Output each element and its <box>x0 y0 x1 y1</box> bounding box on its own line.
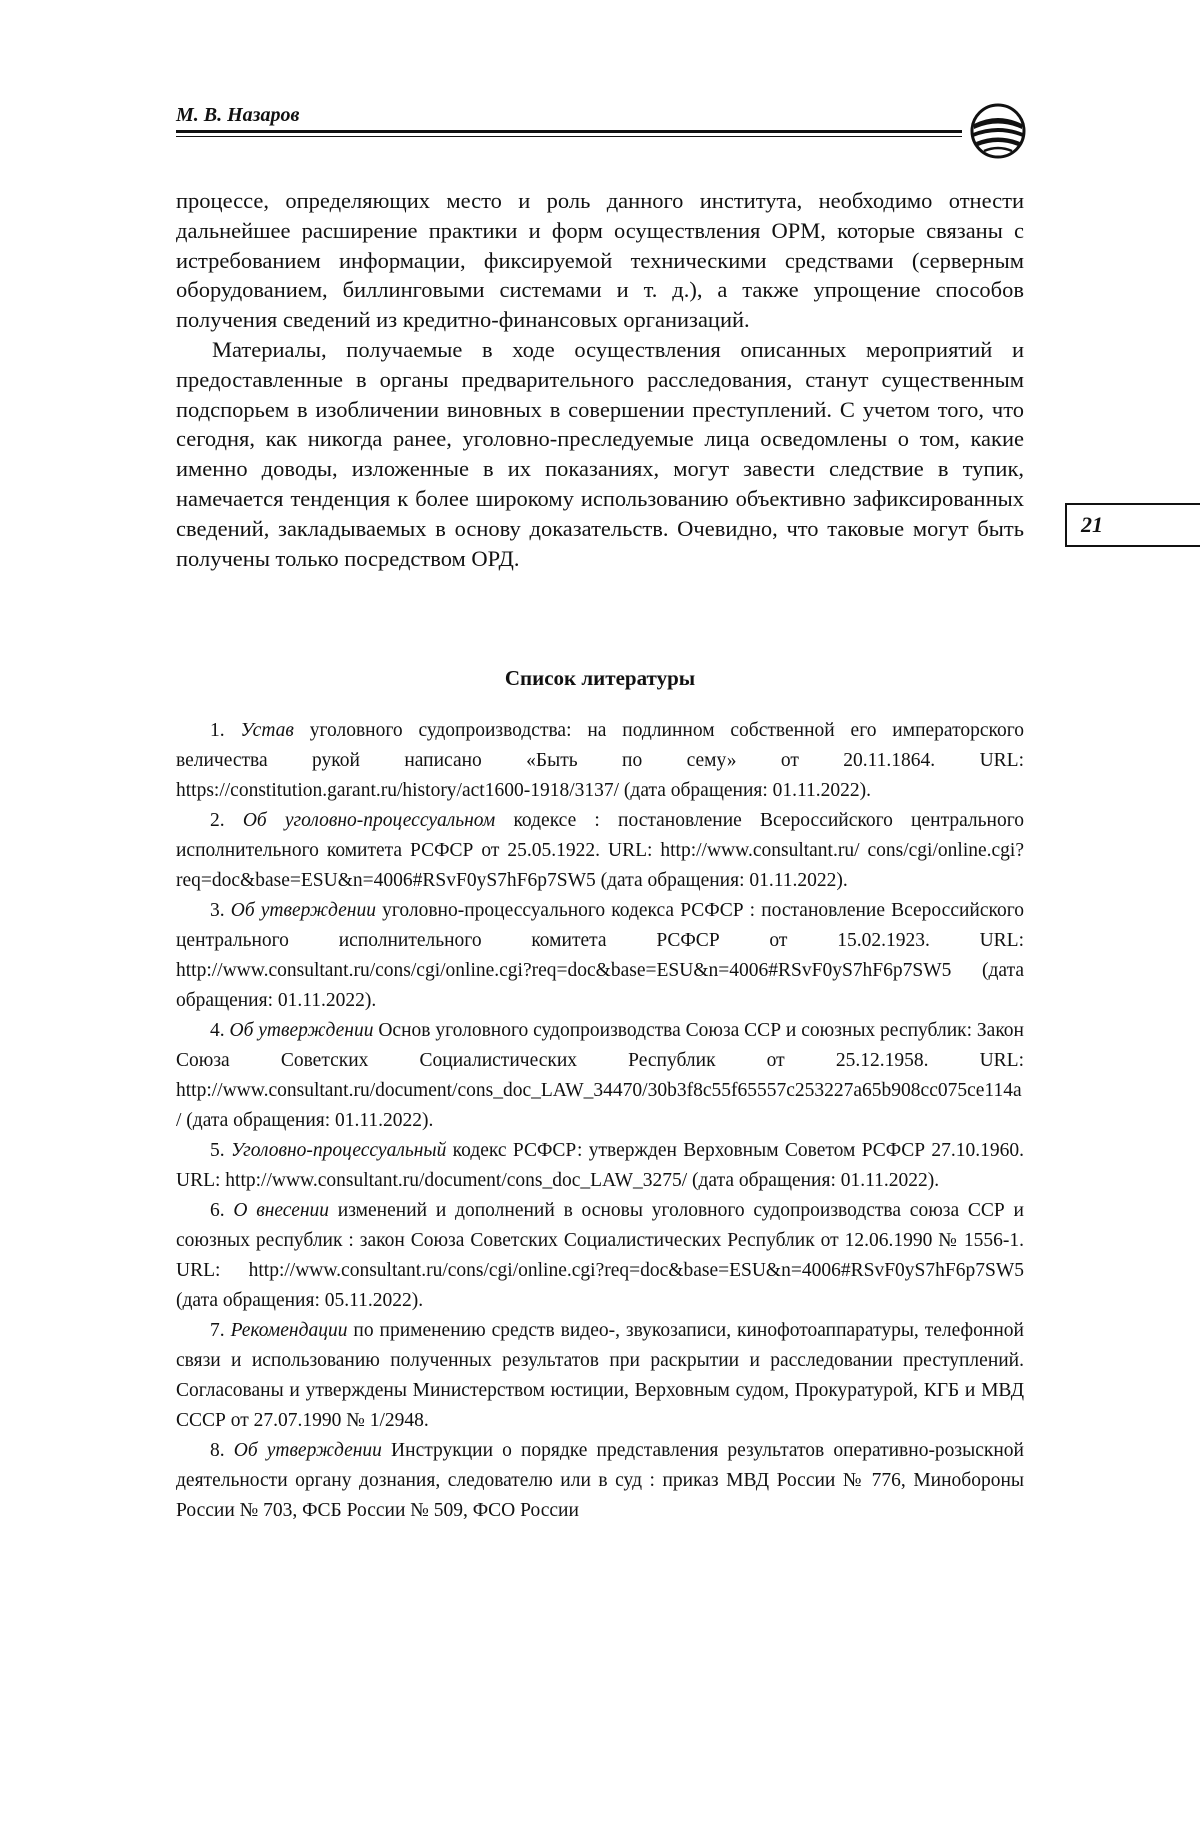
page-number-box <box>1065 503 1200 547</box>
reference-item <box>176 1316 1024 1436</box>
reference-lead: Уголовно-процессуальный <box>230 1140 447 1161</box>
reference-item <box>176 1436 1024 1526</box>
reference-lead: Об утверждении <box>229 1020 374 1041</box>
page-number: 21 <box>1081 512 1103 537</box>
reference-number: 1. <box>210 720 225 741</box>
reference-lead: Устав <box>240 720 294 741</box>
reference-lead: О внесении <box>233 1200 330 1221</box>
journal-logo-icon <box>968 102 1028 160</box>
reference-lead: Об уголовно-процессуальном <box>242 810 496 831</box>
reference-item <box>176 1196 1024 1316</box>
reference-number: 8. <box>210 1440 225 1461</box>
reference-text: изменений и дополнений в основы уголовного судопроизводства союза ССР и союзных республик : закон Союза Советских Социалистических Республик от 12.06.1990 № 1556-1. URL: http://www.consultant.ru/cons/cgi/online.cgi?req=doc&base=ESU&n=4006#RSvF0yS7hF6p7SW5 (дата обращения: 05.11.2022). <box>176 1200 1024 1311</box>
reference-number: 2. <box>210 810 225 831</box>
reference-item <box>176 806 1024 896</box>
header-rule-thick <box>176 130 962 133</box>
reference-lead: Рекомендации <box>230 1320 348 1341</box>
references-title: Список литературы <box>504 666 696 690</box>
references-list <box>176 716 1024 1526</box>
body-text <box>176 186 1024 573</box>
reference-lead: Об утверждении <box>233 1440 382 1461</box>
reference-text: уголовного судопроизводства: на подлинном собственной его императорского величества рукой написано «Быть по сему» от 20.11.1864. URL: https://constitution.garant.ru/history/act1600-1918/3137/ (дата обращения: 01.11.2022). <box>176 720 1024 801</box>
reference-text: кодексе : постановление Всероссийского центрального исполнительного комитета РСФСР от 25.05.1922. URL: http://www.consultant.ru/ cons/cgi/online.cgi?req=doc&base=ESU&n=4006#RSvF0yS7hF6p7SW5 (дата обращения: 01.11.2022). <box>176 810 1024 891</box>
reference-lead: Об утверждении <box>230 900 376 921</box>
page-header <box>176 100 1024 160</box>
body-paragraph: процессе, определяющих место и роль данного института, необходимо отнести дальнейшее расширение практики и форм осуществления ОРМ, которые связаны с истребованием информации, фиксируемой техническими средствами (серверным оборудованием, биллинговыми системами и т. д.), а также упрощение способов получения сведений из кредитно-финансовых организаций. <box>176 188 1024 333</box>
reference-item <box>176 1016 1024 1136</box>
reference-item <box>176 896 1024 1016</box>
reference-number: 5. <box>210 1140 225 1161</box>
reference-text: кодекс РСФСР: утвержден Верховным Советом РСФСР 27.10.1960. URL: http://www.consultant.ru/document/cons_doc_LAW_3275/ (дата обращения: 01.11.2022). <box>176 1140 1025 1191</box>
reference-number: 3. <box>210 900 225 921</box>
body-paragraph: Материалы, получаемые в ходе осуществления описанных мероприятий и предоставленные в органы предварительного расследования, станут существенным подспорьем в изобличении виновных в совершении преступлений. С учетом того, что сегодня, как никогда ранее, уголовно-преследуемые лица осведомлены о том, какие именно доводы, изложенные в их показаниях, могут завести следствие в тупик, намечается тенденция к более широкому использованию объективно зафиксированных сведений, закладываемых в основу доказательств. Очевидно, что таковые могут быть получены только посредством ОРД. <box>176 336 1024 571</box>
reference-item <box>176 1136 1024 1196</box>
reference-text: Основ уголовного судопроизводства Союза ССР и союзных республик: Закон Союза Советских Социалистических Республик от 25.12.1958. URL: http://www.consultant.ru/document/cons_doc_LAW_34470/30b3f8c55f65557c253227a65b908cc075ce114a/ (дата обращения: 01.11.2022). <box>176 1020 1024 1131</box>
reference-number: 7. <box>210 1320 225 1341</box>
reference-text: уголовно-процессуального кодекса РСФСР : постановление Всероссийского центрального исполнительного комитета РСФСР от 15.02.1923. URL: http://www.consultant.ru/cons/cgi/online.cgi?req=doc&base=ESU&n=4006#RSvF0yS7hF6p7SW5 (дата обращения: 01.11.2022). <box>176 900 1024 1011</box>
reference-text: по применению средств видео-, звукозаписи, кинофотоаппаратуры, телефонной связи и использованию полученных результатов при раскрытии и расследовании преступлений. Согласованы и утверждены Министерством юстиции, Верховным судом, Прокуратурой, КГБ и МВД СССР от 27.07.1990 № 1/2948. <box>176 1320 1024 1431</box>
reference-text: Инструкции о порядке представления результатов оперативно-розыскной деятельности органу дознания, следователю или в суд : приказ МВД России № 776, Минобороны России № 703, ФСБ России № 509, ФСО России <box>176 1440 1024 1521</box>
reference-number: 6. <box>210 1200 225 1221</box>
header-rule-thin <box>176 136 962 137</box>
reference-number: 4. <box>210 1020 225 1041</box>
running-head-author: М. В. Назаров <box>176 104 300 126</box>
reference-item <box>176 716 1024 806</box>
